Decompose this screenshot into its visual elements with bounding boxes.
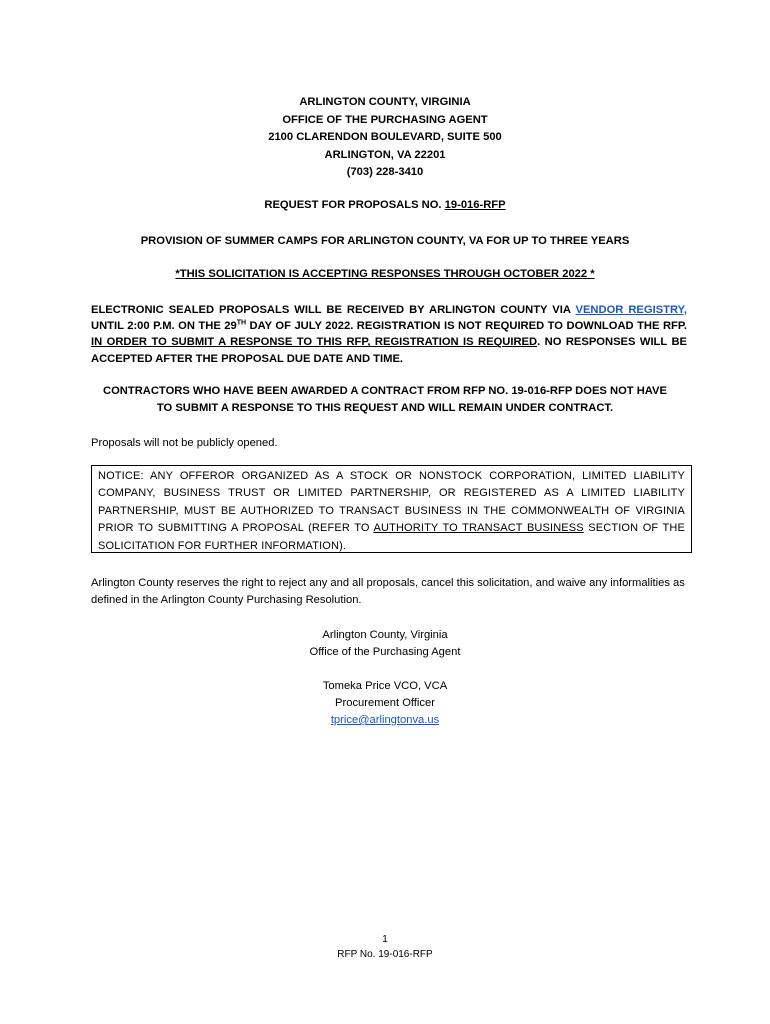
electronic-underlined: IN ORDER TO SUBMIT A RESPONSE TO THIS RFP, REGISTRATION IS REQUIRED — [91, 336, 538, 349]
signature-email-link[interactable]: tprice@arlingtonva.us — [330, 714, 440, 726]
rfp-number: 19-016-RFP — [444, 199, 506, 211]
header-county: ARLINGTON COUNTY, VIRGINIA — [299, 96, 471, 108]
electronic-part3: DAY OF JULY 2022. REGISTRATION IS NOT REQUIRED TO DOWNLOAD THE RFP. — [246, 320, 687, 333]
header-office: OFFICE OF THE PURCHASING AGENT — [282, 113, 488, 126]
header-city: ARLINGTON, VA 22201 — [324, 148, 446, 161]
contractors-paragraph — [0, 383, 770, 416]
page-footer — [0, 932, 770, 962]
electronic-proposals-paragraph — [91, 302, 687, 367]
signature-county: Arlington County, Virginia — [322, 629, 448, 641]
proposals-note: Proposals will not be publicly opened. — [91, 437, 278, 449]
solicitation-notice-text: *THIS SOLICITATION IS ACCEPTING RESPONSES THROUGH OCTOBER 2022 * — [175, 268, 595, 280]
page-number: 1 — [382, 934, 388, 945]
header-address: 2100 CLARENDON BOULEVARD, SUITE 500 — [268, 131, 502, 143]
reserves-paragraph: Arlington County reserves the right to reject any and all proposals, cancel this solicitation, and waive any informalities as defined in the Arlington County Purchasing Resolution. — [91, 577, 685, 606]
signature-name: Tomeka Price VCO, VCA — [322, 680, 448, 692]
notice-part2: SECTION OF THE SOLICITATION FOR FURTHER INFORMATION). — [98, 522, 686, 552]
signature-office: Office of the Purchasing Agent — [309, 646, 461, 658]
rfp-number-line — [0, 199, 770, 211]
contractors-line2: TO SUBMIT A RESPONSE TO THIS REQUEST AND WILL REMAIN UNDER CONTRACT. — [156, 401, 614, 414]
electronic-part1: ELECTRONIC SEALED PROPOSALS WILL BE RECEIVED BY ARLINGTON COUNTY VIA — [91, 304, 576, 316]
vendor-registry-link[interactable]: VENDOR REGISTRY, — [575, 304, 687, 316]
solicitation-notice — [0, 268, 770, 280]
footer-rfp: RFP No. 19-016-RFP — [337, 949, 433, 960]
electronic-part4: . NO RESPONSES WILL BE ACCEPTED AFTER THE PROPOSAL DUE DATE AND TIME. — [91, 336, 687, 365]
notice-underlined: AUTHORITY TO TRANSACT BUSINESS — [373, 522, 584, 535]
electronic-sup: TH — [236, 319, 247, 327]
rfp-title: PROVISION OF SUMMER CAMPS FOR ARLINGTON COUNTY, VA FOR UP TO THREE YEARS — [140, 235, 630, 247]
notice-part1: NOTICE: ANY OFFEROR ORGANIZED AS A STOCK OR NONSTOCK CORPORATION, LIMITED LIABILITY COMPANY, BUSINESS TRUST OR LIMITED PARTNERSHIP, OR REGISTERED AS A LIMITED LIABILITY PARTNERSHIP, MUST BE AUTHORIZED TO TRANSACT BUSINESS IN THE COMMONWEALTH OF VIRGINIA PRIOR TO SUBMITTING A PROPOSAL (REFER TO — [98, 470, 685, 535]
notice-box — [91, 465, 692, 553]
signature-person — [0, 678, 770, 729]
rfp-prefix: REQUEST FOR PROPOSALS NO. — [264, 199, 445, 211]
contractors-line1: CONTRACTORS WHO HAVE BEEN AWARDED A CONTRACT FROM RFP NO. 19-016-RFP DOES NOT HAVE — [103, 385, 667, 397]
header-block — [0, 94, 770, 182]
signature-role: Procurement Officer — [335, 697, 435, 709]
header-phone: (703) 228-3410 — [346, 166, 424, 178]
signature-org — [0, 627, 770, 661]
electronic-part2: UNTIL 2:00 P.M. ON THE 29 — [91, 320, 237, 333]
